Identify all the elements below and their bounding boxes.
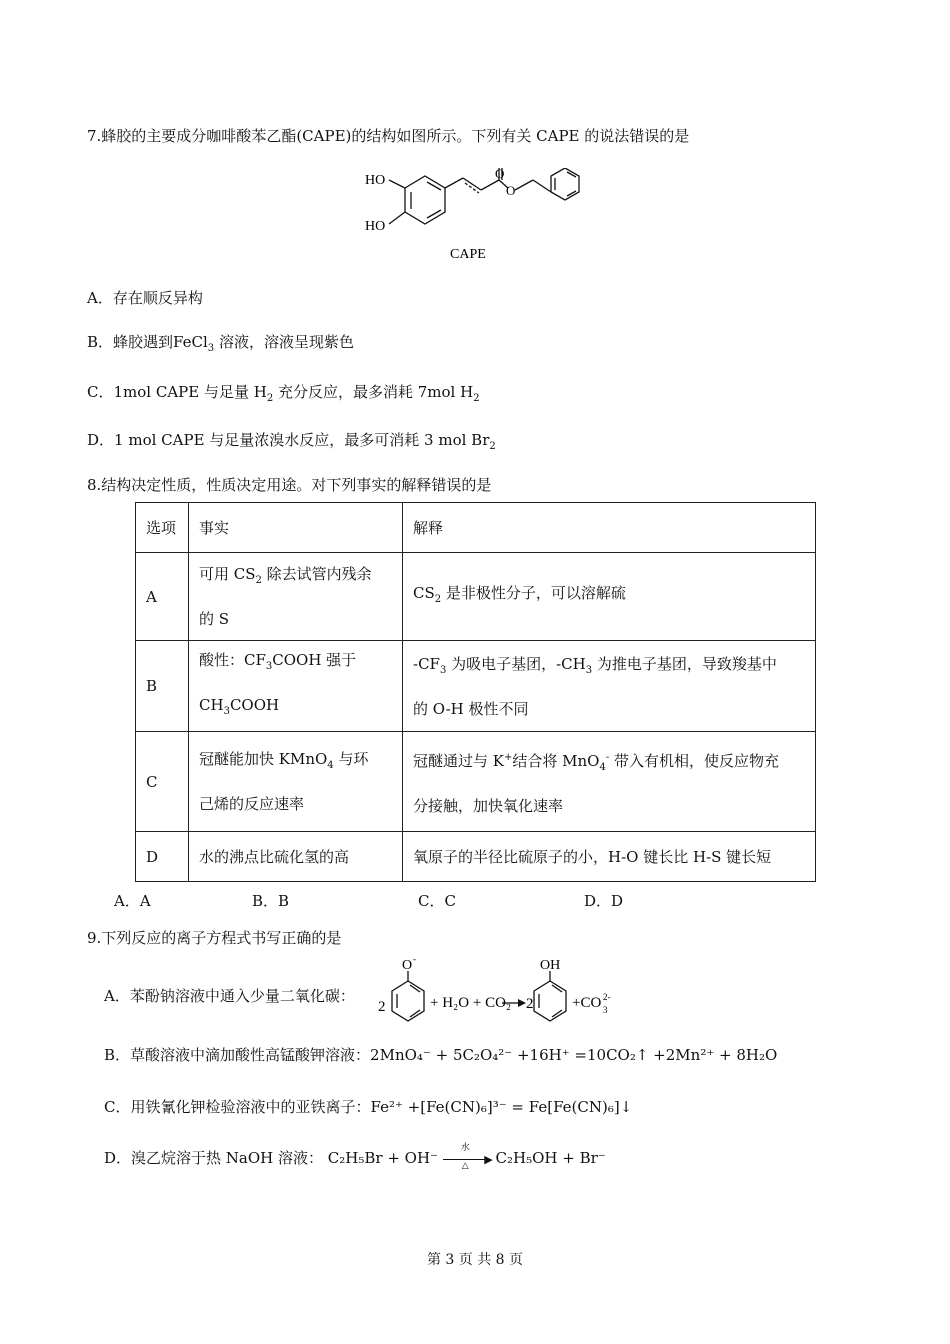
row-option: B (136, 641, 189, 732)
q8-table (135, 502, 816, 882)
page-footer: 第 3 页 共 8 页 (426, 1252, 524, 1268)
q7-option-b: B．蜂胶遇到FeCl$_3$ 溶液，溶液呈现紫色 (87, 333, 354, 354)
q9-option-c: C．用铁氰化钾检验溶液中的亚铁离子：Fe²⁺ +[Fe(CN)₆]³⁻ = Fe[Fe(CN)₆]↓ (104, 1098, 633, 1116)
cape-caption: CAPE (450, 247, 486, 262)
q9-option-a: A．苯酚钠溶液中通入少量二氧化碳： (104, 987, 355, 1005)
table-row (136, 832, 816, 882)
ester-o-label: O (506, 183, 516, 198)
eq-d-arrow: 水 ▶ △ (443, 1150, 491, 1168)
row-fact: 水的沸点比硫化氢的高 (189, 832, 403, 882)
eq-a-carbonate-sup: 2- (603, 992, 611, 1002)
eq-a-o-minus: O (402, 958, 413, 973)
eq-b: 2MnO₄⁻ + 5C₂O₄²⁻ +16H⁺ =10CO₂↑ +2Mn²⁺ + 8H₂O (370, 1046, 778, 1064)
row-explanation: 冠醚通过与 K+结合将 MnO$_4$- 带入有机相，使反应物充 分接触，加快氧化速率 (403, 732, 816, 832)
phenolate-equation (378, 953, 658, 1033)
row-fact: 冠醚能加快 KMnO$_4$ 与环 己烯的反应速率 (189, 732, 403, 832)
eq-a-carbonate-sub: 3 (603, 1005, 608, 1015)
q9-stem: 9.下列反应的离子方程式书写正确的是 (87, 929, 342, 947)
header-fact: 事实 (189, 503, 403, 553)
table-row (136, 732, 816, 832)
row-option: C (136, 732, 189, 832)
row-option: D (136, 832, 189, 882)
cape-structure (355, 168, 605, 263)
eq-d-left: C₂H₅Br + OH⁻ (327, 1149, 438, 1167)
carbonyl-o-label: O (495, 168, 505, 181)
q9-option-d: D．溴乙烷溶于热 NaOH 溶液： C₂H₅Br + OH⁻ 水 ▶ △ C₂H₅OH + Br⁻ (104, 1143, 606, 1171)
q8-stem: 8.结构决定性质，性质决定用途。对下列事实的解释错误的是 (87, 476, 492, 494)
row-explanation: $-CF_3$ 为吸电子基团，$-CH_3$ 为推电子基团，导致羧基中 的 O-H 极性不同 (403, 641, 816, 732)
q8-answer-d: D．D (584, 892, 624, 910)
q7-stem: 7.蜂胶的主要成分咖啡酸苯乙酯(CAPE)的结构如图所示。下列有关 CAPE 的说法错误的是 (87, 127, 690, 145)
eq-a-coef: 2 (378, 999, 386, 1015)
ho-label-top: HO (365, 173, 386, 188)
row-fact: 可用 $CS_2$ 除去试管内残余 的 S (189, 553, 403, 641)
table-row (136, 553, 816, 641)
ho-label-bottom: HO (365, 219, 386, 234)
eq-d-right: C₂H₅OH + Br⁻ (495, 1149, 606, 1167)
eq-a-o-minus-charge: - (413, 954, 416, 964)
row-explanation: $CS_2$ 是非极性分子，可以溶解硫 (403, 553, 816, 641)
eq-a-oh: OH (540, 958, 561, 973)
row-option: A (136, 553, 189, 641)
q7-option-c: C．1mol CAPE 与足量 $H_2$ 充分反应，最多消耗 7mol $H_2$ (87, 383, 480, 404)
q7-option-a: A．存在顺反异构 (87, 289, 203, 307)
q8-answer-c: C．C (418, 892, 456, 910)
table-header-row (136, 503, 816, 553)
row-fact: 酸性：$CF_3COOH$ 强于 $CH_3COOH$ (189, 641, 403, 732)
row-explanation: 氧原子的半径比硫原子的小，H-O 键长比 H-S 键长短 (403, 832, 816, 882)
header-option: 选项 (136, 503, 189, 553)
q8-answer-b: B．B (252, 892, 290, 910)
q7-option-d: D．1 mol CAPE 与足量浓溴水反应，最多可消耗 3 mol $Br_2$ (87, 431, 496, 452)
header-explanation: 解释 (403, 503, 816, 553)
eq-a-coef2: 2 (526, 996, 534, 1012)
q8-answer-a: A．A (114, 892, 151, 910)
table-row (136, 641, 816, 732)
q9-option-b: B．草酸溶液中滴加酸性高锰酸钾溶液：2MnO₄⁻ + 5C₂O₄²⁻ +16H⁺ =10CO₂↑ +2Mn²⁺ + 8H₂O (104, 1046, 778, 1064)
eq-a-middle: + H₂O + CO₂ (430, 995, 512, 1011)
eq-a-carbonate: +CO (572, 995, 602, 1011)
eq-c: Fe²⁺ +[Fe(CN)₆]³⁻ = Fe[Fe(CN)₆]↓ (370, 1098, 633, 1116)
